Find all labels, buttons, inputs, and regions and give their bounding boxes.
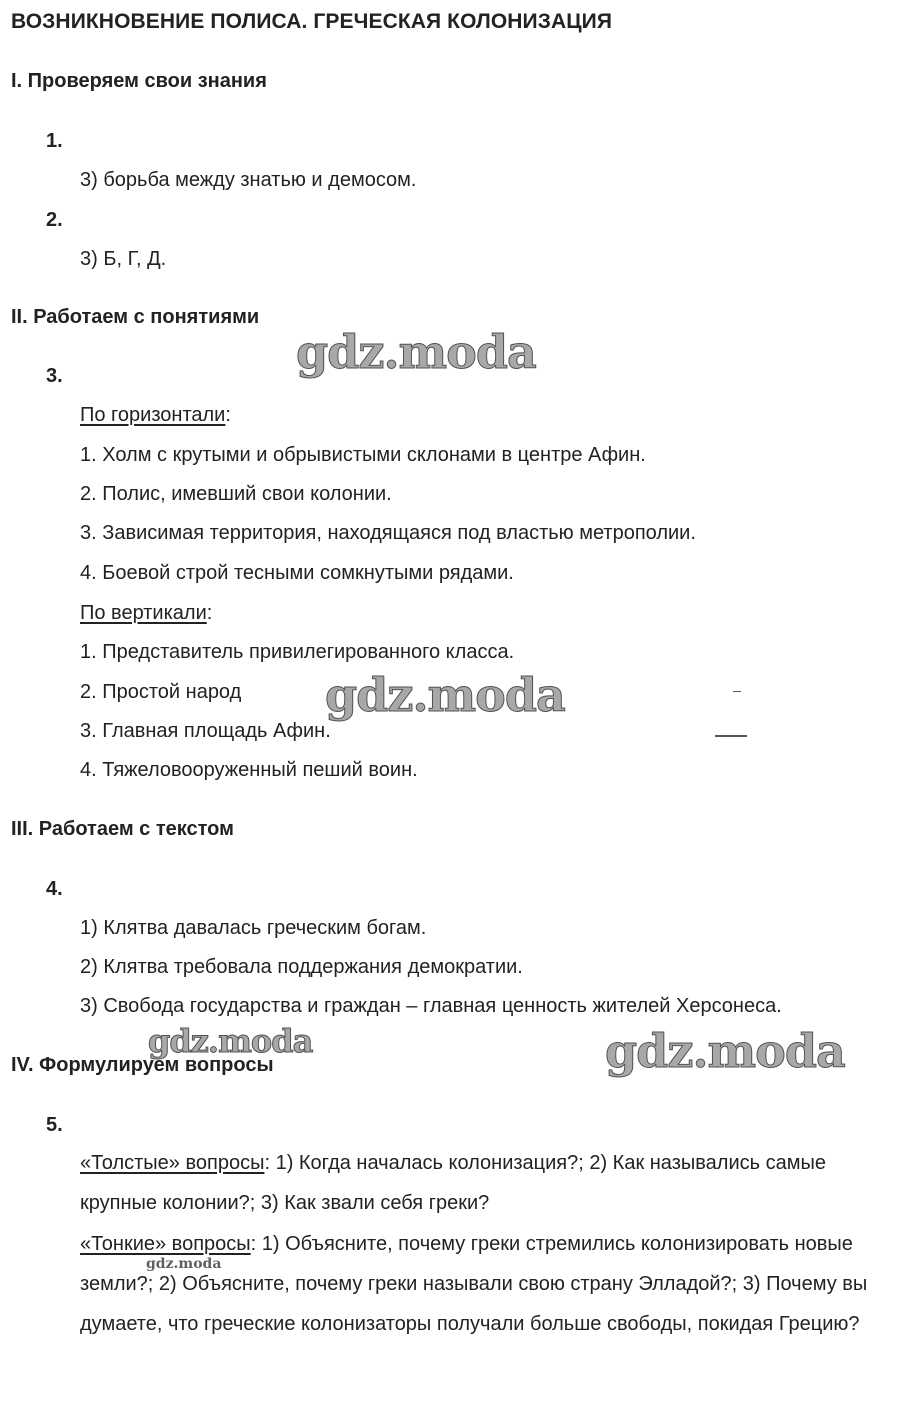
question-number-1: 1. [46,130,63,152]
horizontal-item: 1. Холм с крутыми и обрывистыми склонами в центре Афин. [80,444,646,466]
vertical-label: По вертикали [80,602,207,624]
answer-1: 3) борьба между знатью и демосом. [80,169,417,191]
vertical-heading: По вертикали: [80,602,213,624]
section-heading-4: IV. Формулируем вопросы [11,1054,274,1076]
text-item: 2) Клятва требовала поддержания демократии. [80,956,523,978]
question-number-2: 2. [46,209,63,231]
text-item: 3) Свобода государства и граждан – главная ценность жителей Херсонеса. [80,995,782,1017]
question-number-5: 5. [46,1114,63,1136]
vertical-item: 3. Главная площадь Афин. [80,720,331,742]
thick-questions-label: «Толстые» вопросы [80,1152,265,1174]
horizontal-heading: По горизонтали: [80,404,231,426]
section-heading-1: I. Проверяем свои знания [11,70,267,92]
horizontal-item: 2. Полис, имевший свои колонии. [80,483,392,505]
horizontal-label: По горизонтали [80,404,226,426]
vertical-item: 2. Простой народ [80,681,242,703]
horizontal-item: 3. Зависимая территория, находящаяся под властью метрополии. [80,522,696,544]
thick-questions [80,1143,905,1223]
horizontal-item: 4. Боевой строй тесными сомкнутыми рядами. [80,562,514,584]
page-title: ВОЗНИКНОВЕНИЕ ПОЛИСА. ГРЕЧЕСКАЯ КОЛОНИЗАЦИЯ [11,10,613,33]
vertical-item: 4. Тяжеловооруженный пеший воин. [80,759,418,781]
thick-questions-text: : 1) Когда началась колонизация?; 2) Как назывались самые крупные колонии?; 3) Как звали себя греки? [80,1152,826,1214]
question-number-3: 3. [46,365,63,387]
answer-2: 3) Б, Г, Д. [80,248,167,270]
vertical-item: 1. Представитель привилегированного класса. [80,641,515,663]
watermark: gdz.moda [146,1256,222,1272]
watermark: gdz.moda [325,668,565,722]
question-number-4: 4. [46,878,63,900]
thin-questions [80,1224,905,1344]
stray-mark [733,691,741,692]
thin-questions-text: : 1) Объясните, почему греки стремились колонизировать новые земли?; 2) Объясните, почему греки называли свою страну Элладой?; 3) Почему вы думаете, что греческие колонизаторы получали больше свободы, покидая Грецию? [80,1233,868,1335]
watermark: gdz.moda [296,325,536,379]
section-heading-3: III. Работаем с текстом [11,818,234,840]
text-item: 1) Клятва давалась греческим богам. [80,917,427,939]
thin-questions-label: «Тонкие» вопросы [80,1233,251,1255]
stray-mark [715,735,747,737]
watermark: gdz.moda [148,1022,313,1060]
watermark: gdz.moda [605,1024,845,1078]
section-heading-2: II. Работаем с понятиями [11,306,260,328]
